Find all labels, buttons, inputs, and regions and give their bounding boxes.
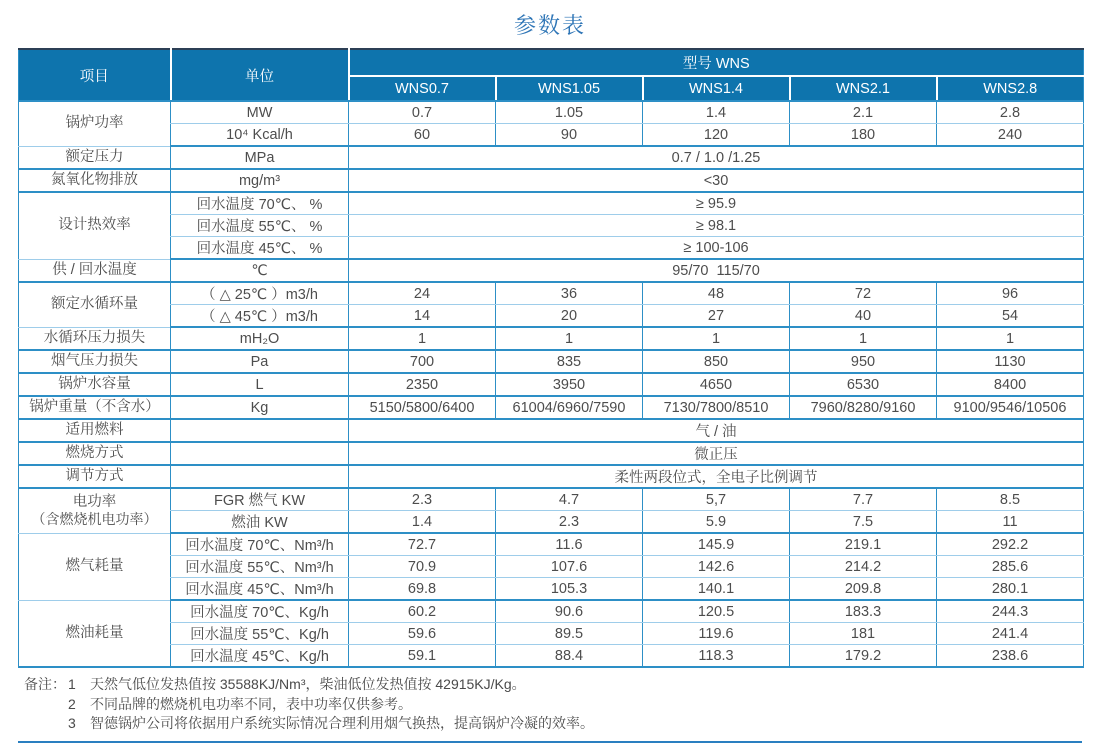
unit-cell: 回水温度 55℃、Kg/h xyxy=(171,623,349,645)
value-cell: 90.6 xyxy=(496,600,643,623)
value-cell: 1 xyxy=(349,327,496,350)
table-row xyxy=(19,511,1084,534)
unit-cell: 回水温度 45℃、Kg/h xyxy=(171,645,349,668)
value-cell: 89.5 xyxy=(496,623,643,645)
span-value-cell: ≥ 95.9 xyxy=(349,192,1084,215)
value-cell: 2.8 xyxy=(937,101,1084,124)
table-row xyxy=(19,419,1084,442)
note-text: 不同品牌的燃烧机电功率不同，表中功率仅供参考。 xyxy=(90,695,412,712)
table-body xyxy=(19,101,1084,667)
value-cell: 20 xyxy=(496,305,643,328)
value-cell: 3950 xyxy=(496,373,643,396)
unit-cell: （ △ 25℃ ）m3/h xyxy=(171,282,349,305)
value-cell: 5150/5800/6400 xyxy=(349,396,496,419)
header-model: WNS2.1 xyxy=(790,76,937,101)
value-cell: 280.1 xyxy=(937,578,1084,601)
header-unit-col: 单位 xyxy=(171,49,349,101)
value-cell: 209.8 xyxy=(790,578,937,601)
header-model: WNS1.05 xyxy=(496,76,643,101)
header-model: WNS0.7 xyxy=(349,76,496,101)
unit-cell: （ △ 45℃ ）m3/h xyxy=(171,305,349,328)
value-cell: 5.9 xyxy=(643,511,790,534)
value-cell: 214.2 xyxy=(790,556,937,578)
table-row xyxy=(19,146,1084,169)
item-cell xyxy=(19,146,171,169)
table-row xyxy=(19,169,1084,192)
value-cell: 70.9 xyxy=(349,556,496,578)
unit-cell: 燃油 KW xyxy=(171,511,349,534)
table-row xyxy=(19,442,1084,465)
value-cell: 119.6 xyxy=(643,623,790,645)
item-cell xyxy=(19,373,171,396)
note-number: 3 xyxy=(68,715,76,731)
value-cell: 59.1 xyxy=(349,645,496,668)
item-cell xyxy=(19,327,171,350)
value-cell: 292.2 xyxy=(937,533,1084,556)
value-cell: 59.6 xyxy=(349,623,496,645)
value-cell: 118.3 xyxy=(643,645,790,668)
value-cell: 88.4 xyxy=(496,645,643,668)
unit-cell: MPa xyxy=(171,146,349,169)
item-cell xyxy=(19,259,171,282)
table-row xyxy=(19,305,1084,328)
value-cell: 14 xyxy=(349,305,496,328)
item-cell xyxy=(19,465,171,488)
value-cell: 238.6 xyxy=(937,645,1084,668)
table-row xyxy=(19,465,1084,488)
value-cell: 145.9 xyxy=(643,533,790,556)
item-cell xyxy=(19,192,171,259)
unit-cell: 回水温度 55℃、 % xyxy=(171,215,349,237)
value-cell: 241.4 xyxy=(937,623,1084,645)
table-row xyxy=(19,533,1084,556)
value-cell: 107.6 xyxy=(496,556,643,578)
unit-cell: 回水温度 45℃、 % xyxy=(171,237,349,260)
span-value-cell: <30 xyxy=(349,169,1084,192)
value-cell: 285.6 xyxy=(937,556,1084,578)
value-cell: 7130/7800/8510 xyxy=(643,396,790,419)
table-row xyxy=(19,327,1084,350)
value-cell: 105.3 xyxy=(496,578,643,601)
item-label: 燃油耗量 xyxy=(65,624,124,641)
item-label: 烟气压力损失 xyxy=(51,353,138,369)
value-cell: 8.5 xyxy=(937,488,1084,511)
value-cell: 2350 xyxy=(349,373,496,396)
item-label: 适用燃料 xyxy=(65,422,124,438)
item-cell xyxy=(19,396,171,419)
table-row xyxy=(19,282,1084,305)
value-cell: 1.4 xyxy=(643,101,790,124)
span-value-cell: 微正压 xyxy=(349,442,1084,465)
value-cell: 2.3 xyxy=(349,488,496,511)
item-cell xyxy=(19,169,171,192)
item-cell xyxy=(19,282,171,327)
table-row xyxy=(19,396,1084,419)
unit-cell: ℃ xyxy=(171,259,349,282)
value-cell: 1.05 xyxy=(496,101,643,124)
value-cell: 54 xyxy=(937,305,1084,328)
value-cell: 60.2 xyxy=(349,600,496,623)
item-cell xyxy=(19,419,171,442)
item-sublabel: （含燃烧机电功率） xyxy=(31,511,158,528)
unit-cell: MW xyxy=(171,101,349,124)
item-cell xyxy=(19,533,171,600)
value-cell: 4.7 xyxy=(496,488,643,511)
table-row xyxy=(19,645,1084,668)
value-cell: 120.5 xyxy=(643,600,790,623)
value-cell: 11 xyxy=(937,511,1084,534)
value-cell: 140.1 xyxy=(643,578,790,601)
table-row xyxy=(19,578,1084,601)
value-cell: 7.7 xyxy=(790,488,937,511)
item-cell xyxy=(19,350,171,373)
item-label: 额定压力 xyxy=(65,148,124,165)
header-model-group: 型号 WNS xyxy=(349,49,1084,76)
value-cell: 1 xyxy=(937,327,1084,350)
table-row xyxy=(19,124,1084,147)
value-cell: 7.5 xyxy=(790,511,937,534)
value-cell: 1 xyxy=(496,327,643,350)
table-row xyxy=(19,259,1084,282)
value-cell: 4650 xyxy=(643,373,790,396)
unit-cell: FGR 燃气 KW xyxy=(171,488,349,511)
unit-cell: mg/m³ xyxy=(171,169,349,192)
spec-table xyxy=(18,48,1084,668)
notes xyxy=(24,675,1082,734)
note-line xyxy=(24,695,1082,715)
value-cell: 1 xyxy=(790,327,937,350)
value-cell: 120 xyxy=(643,124,790,147)
value-cell: 6530 xyxy=(790,373,937,396)
item-label: 额定水循环量 xyxy=(51,296,138,313)
value-cell: 9100/9546/10506 xyxy=(937,396,1084,419)
value-cell: 219.1 xyxy=(790,533,937,556)
unit-cell: L xyxy=(171,373,349,396)
value-cell: 48 xyxy=(643,282,790,305)
value-cell: 180 xyxy=(790,124,937,147)
note-number: 2 xyxy=(68,695,76,712)
item-label: 电功率 xyxy=(72,494,117,511)
value-cell: 72.7 xyxy=(349,533,496,556)
value-cell: 2.1 xyxy=(790,101,937,124)
note-number: 1 xyxy=(68,676,76,692)
span-value-cell: 柔性两段位式，全电子比例调节 xyxy=(349,465,1084,488)
value-cell: 950 xyxy=(790,350,937,373)
table-row xyxy=(19,600,1084,623)
value-cell: 8400 xyxy=(937,373,1084,396)
value-cell: 69.8 xyxy=(349,578,496,601)
item-cell xyxy=(19,101,171,146)
item-label: 锅炉功率 xyxy=(65,115,124,132)
value-cell: 27 xyxy=(643,305,790,328)
unit-cell: 回水温度 45℃、Nm³/h xyxy=(171,578,349,601)
value-cell: 72 xyxy=(790,282,937,305)
note-text: 天然气低位发热值按 35588KJ/Nm³，柴油低位发热值按 42915KJ/Kg。 xyxy=(90,676,526,692)
item-label: 燃烧方式 xyxy=(65,445,124,461)
header-model: WNS2.8 xyxy=(937,76,1084,101)
value-cell: 240 xyxy=(937,124,1084,147)
table-row xyxy=(19,192,1084,215)
table-row xyxy=(19,350,1084,373)
table-row xyxy=(19,623,1084,645)
value-cell: 2.3 xyxy=(496,511,643,534)
unit-cell xyxy=(171,442,349,465)
unit-cell: Kg xyxy=(171,396,349,419)
unit-cell xyxy=(171,419,349,442)
table-row xyxy=(19,101,1084,124)
note-line xyxy=(24,675,1082,695)
unit-cell: 回水温度 70℃、Nm³/h xyxy=(171,533,349,556)
spec-table-wrap xyxy=(18,48,1082,668)
value-cell: 0.7 xyxy=(349,101,496,124)
value-cell: 61004/6960/7590 xyxy=(496,396,643,419)
note-text: 智德锅炉公司将依据用户系统实际情况合理利用烟气换热，提高锅炉冷凝的效率。 xyxy=(90,715,594,731)
span-value-cell: 气 / 油 xyxy=(349,419,1084,442)
value-cell: 5,7 xyxy=(643,488,790,511)
unit-cell: 回水温度 70℃、 % xyxy=(171,192,349,215)
item-label: 调节方式 xyxy=(65,468,124,484)
value-cell: 36 xyxy=(496,282,643,305)
item-label: 锅炉重量（不含水） xyxy=(29,399,160,415)
value-cell: 96 xyxy=(937,282,1084,305)
span-value-cell: 0.7 / 1.0 /1.25 xyxy=(349,146,1084,169)
value-cell: 1 xyxy=(643,327,790,350)
span-value-cell: ≥ 98.1 xyxy=(349,215,1084,237)
unit-cell: 回水温度 70℃、Kg/h xyxy=(171,600,349,623)
table-header xyxy=(19,49,1084,101)
item-label: 锅炉水容量 xyxy=(58,376,131,392)
value-cell: 850 xyxy=(643,350,790,373)
span-value-cell: ≥ 100-106 xyxy=(349,237,1084,260)
span-value-cell: 95/70 115/70 xyxy=(349,259,1084,282)
value-cell: 181 xyxy=(790,623,937,645)
header-model: WNS1.4 xyxy=(643,76,790,101)
value-cell: 244.3 xyxy=(937,600,1084,623)
page-title: 参数表 xyxy=(513,13,586,38)
item-label: 燃气耗量 xyxy=(65,558,124,574)
item-label: 供 / 回水温度 xyxy=(52,261,137,278)
value-cell: 40 xyxy=(790,305,937,328)
item-label: 水循环压力损失 xyxy=(43,329,146,346)
table-row xyxy=(19,237,1084,260)
value-cell: 11.6 xyxy=(496,533,643,556)
value-cell: 179.2 xyxy=(790,645,937,668)
item-cell xyxy=(19,488,171,533)
value-cell: 835 xyxy=(496,350,643,373)
value-cell: 700 xyxy=(349,350,496,373)
value-cell: 1.4 xyxy=(349,511,496,534)
table-row xyxy=(19,215,1084,237)
unit-cell xyxy=(171,465,349,488)
note-line xyxy=(24,714,1082,734)
unit-cell: Pa xyxy=(171,350,349,373)
value-cell: 142.6 xyxy=(643,556,790,578)
item-label: 设计热效率 xyxy=(58,217,131,234)
notes-label: 备注： xyxy=(24,676,66,692)
value-cell: 7960/8280/9160 xyxy=(790,396,937,419)
value-cell: 24 xyxy=(349,282,496,305)
header-item-col: 项目 xyxy=(19,49,171,101)
value-cell: 60 xyxy=(349,124,496,147)
table-row xyxy=(19,488,1084,511)
unit-cell: 10⁴ Kcal/h xyxy=(171,124,349,147)
value-cell: 90 xyxy=(496,124,643,147)
value-cell: 183.3 xyxy=(790,600,937,623)
table-row xyxy=(19,556,1084,578)
unit-cell: mH₂O xyxy=(171,327,349,350)
unit-cell: 回水温度 55℃、Nm³/h xyxy=(171,556,349,578)
item-cell xyxy=(19,442,171,465)
item-cell xyxy=(19,600,171,667)
table-row xyxy=(19,373,1084,396)
item-label: 氮氧化物排放 xyxy=(51,172,138,188)
value-cell: 1130 xyxy=(937,350,1084,373)
